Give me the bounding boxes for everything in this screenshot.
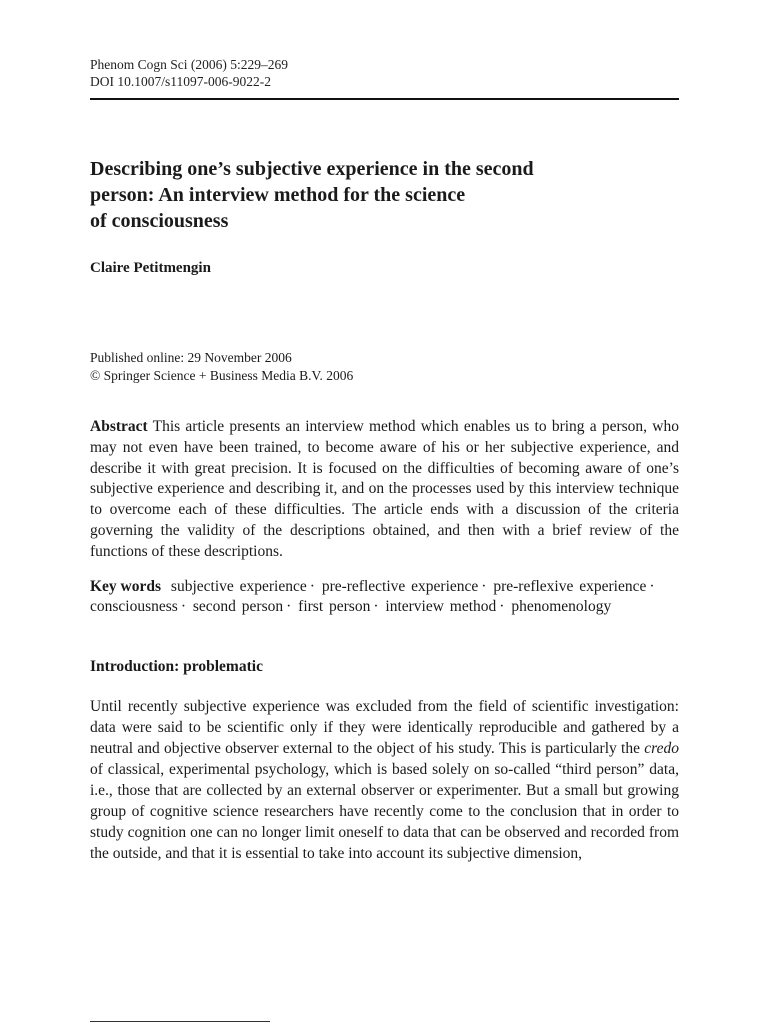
journal-citation: Phenom Cogn Sci (2006) 5:229–269 (90, 57, 288, 72)
paper-title (90, 156, 610, 234)
abstract-text: This article presents an interview method which enables us to bring a person, who may not even have been trained, to become aware of his or her subjective experience, and describe it with great precision. It is focused on the difficulties of becoming aware of one’s subjective experience and describing it, and on the processes used by this interview technique to overcome each of these difficulties. The article ends with a discussion of the criteria governing the validity of the descriptions obtained, and then with a brief review of the functions of these descriptions. (90, 418, 679, 560)
footnote-rule (90, 1021, 270, 1022)
keyword: subjective experience (170, 577, 307, 595)
introduction-paragraph (90, 697, 679, 864)
keyword-separator: · (286, 598, 292, 616)
keyword-separator: · (481, 577, 487, 595)
keyword: pre-reflexive experience (493, 577, 647, 595)
keyword: phenomenology (511, 598, 612, 616)
keyword: interview method (385, 598, 497, 616)
keywords (90, 577, 679, 619)
published-online: Published online: 29 November 2006 (90, 350, 292, 365)
keyword: consciousness (90, 598, 178, 616)
paper-page (90, 56, 679, 864)
keyword-separator: · (180, 598, 186, 616)
copyright: © Springer Science + Business Media B.V. 2006 (90, 367, 354, 383)
italic-term: credo (644, 739, 679, 757)
doi: DOI 10.1007/s11097-006-9022-2 (90, 74, 271, 89)
author-name: Claire Petitmengin (90, 260, 211, 276)
title-line: of consciousness (90, 210, 229, 232)
section-heading: Introduction: problematic (90, 658, 263, 676)
keyword-separator: · (373, 598, 379, 616)
abstract (90, 417, 679, 563)
keyword: second person (192, 598, 284, 616)
keyword-separator: · (309, 577, 315, 595)
keyword-separator: · (649, 577, 655, 595)
header-rule (90, 98, 679, 100)
keyword: first person (298, 598, 371, 616)
body-text-segment: Until recently subjective experience was excluded from the field of scientific investigation: data were said to be scientific only if they were identically reproducible and gathered by a neutral and objective observer external to the object of his study. This is particularly the (90, 698, 679, 757)
journal-header (90, 56, 679, 90)
keyword: pre-reflective experience (321, 577, 479, 595)
body-text-segment: of classical, experimental psychology, which is based solely on so-called “third person” data, i.e., those that are collected by an external observer or experimenter. But a small but growing group of cognitive science researchers have recently come to the conclusion that in order to study cognition one can no longer limit oneself to data that can be observed and recorded from the outside, and that it is essential to take into account its subjective dimension, (90, 760, 679, 862)
keywords-label: Key words (90, 577, 162, 595)
publication-info (90, 349, 679, 384)
title-line: Describing one’s subjective experience in the second (90, 158, 534, 180)
keyword-separator: · (499, 598, 505, 616)
title-line: person: An interview method for the science (90, 184, 466, 206)
abstract-label: Abstract (90, 418, 148, 435)
